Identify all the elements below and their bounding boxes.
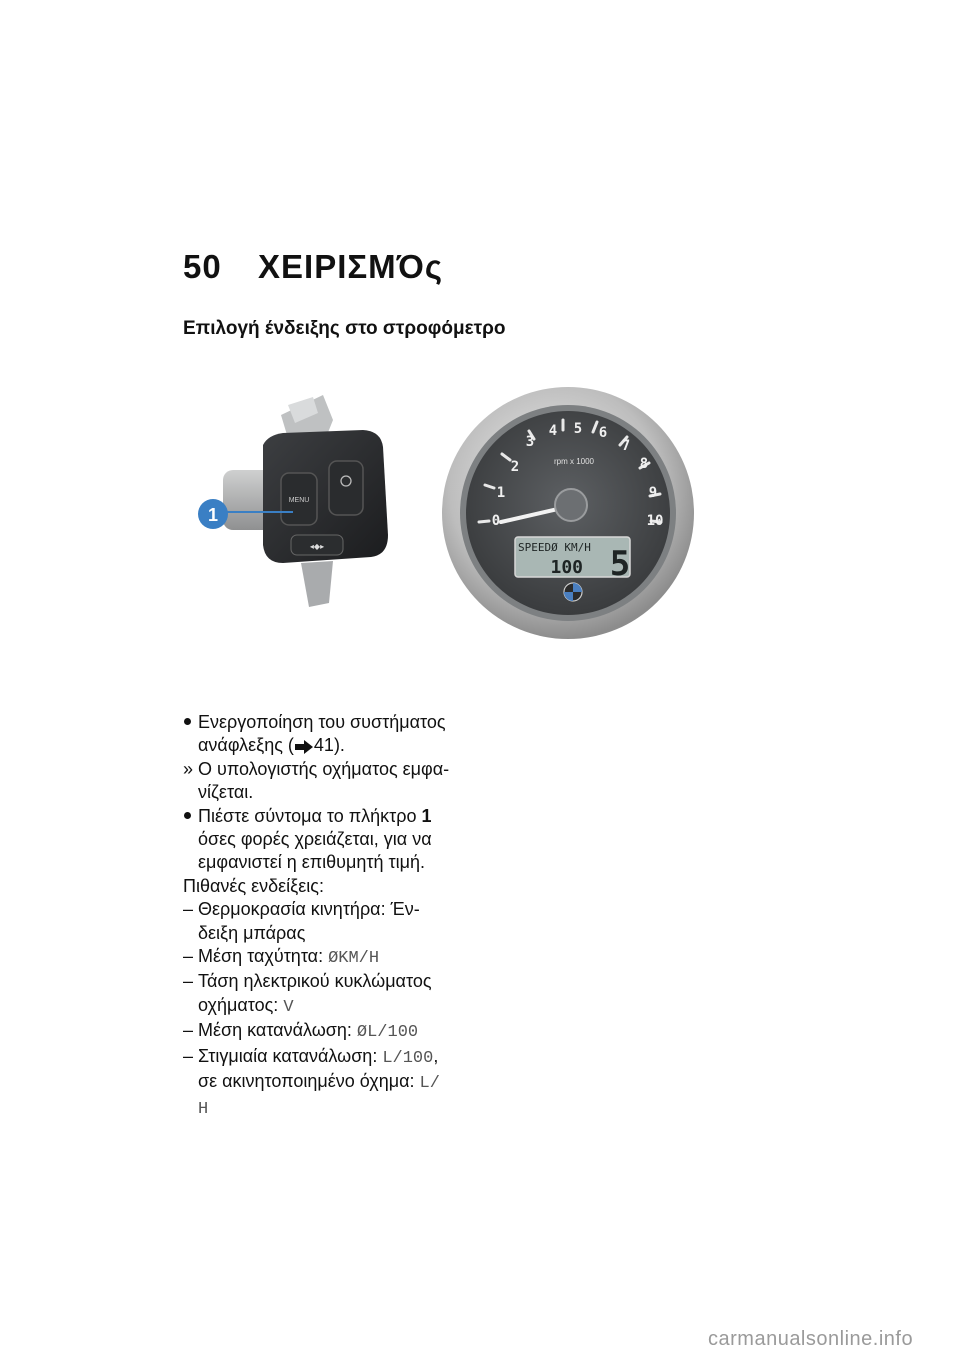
instruction-result: » Ο υπολογιστής οχήματος εμφα- νίζεται.	[183, 758, 450, 803]
dial-unit: rpm x 1000	[553, 457, 595, 466]
bullet-icon	[184, 718, 191, 725]
callout-number: 1	[207, 505, 219, 525]
dial-number: 3	[525, 434, 535, 450]
display-option: – Στιγμιαία κατανάλωση: L/100, σε ακινητοποιημένο όχημα: L/ H	[183, 1045, 440, 1119]
display-option: – Θερμοκρασία κινητήρα: Έν- δειξη μπάρας	[183, 899, 420, 943]
display-code: ØL/100	[356, 1023, 419, 1043]
section-title: Επιλογή ένδειξης στο στροφόμετρο	[183, 318, 506, 339]
lcd-top-text: SPEEDØ KM/H	[518, 541, 591, 554]
instruction-step: Πιέστε σύντομα το πλήκτρο 1 όσες φορές χρειάζεται, για να εμφανιστεί η επιθυμητή τιμή.	[183, 805, 473, 875]
dial-number: 10	[646, 513, 664, 529]
page-number: 50	[183, 248, 222, 285]
display-code: L/100	[382, 1048, 434, 1068]
display-option: – Μέση ταχύτητα: ØKM/H	[183, 946, 380, 969]
chapter-title: ΧΕΙΡΙΣΜΌς	[258, 248, 444, 285]
result-marker: »	[183, 758, 194, 779]
power-key	[329, 461, 363, 515]
dial-number: 4	[548, 423, 558, 439]
display-code: H	[198, 1099, 209, 1119]
dial-number: 9	[648, 485, 658, 501]
display-code: L/	[419, 1074, 440, 1094]
display-code: ØKM/H	[328, 949, 380, 969]
dial-number: 6	[598, 425, 608, 441]
instruction-text	[183, 711, 473, 1121]
handlebar-and-tachometer-figure	[183, 375, 743, 675]
figure-illustration	[183, 375, 743, 675]
page-reference-arrow-icon	[294, 740, 314, 754]
svg-text:◂◆▸: ◂◆▸	[309, 542, 325, 551]
dial-number: 8	[639, 456, 649, 472]
possible-displays-heading: Πιθανές ενδείξεις:	[183, 875, 324, 896]
dial-number: 5	[573, 421, 583, 437]
display-code: V	[283, 997, 294, 1017]
instruction-step: Ενεργοποίηση του συστήματος ανάφλεξης ( 41).	[183, 711, 473, 758]
dial-number: 2	[510, 459, 520, 475]
dial-number: 7	[621, 438, 631, 454]
display-option: – Μέση κατανάλωση: ØL/100	[183, 1020, 419, 1043]
dial-number: 0	[491, 513, 501, 529]
watermark: carmanualsonline.info	[708, 1328, 914, 1350]
dial-number: 1	[496, 485, 506, 501]
key-reference: 1	[421, 805, 432, 826]
menu-key-label: MENU	[288, 497, 310, 504]
display-option: – Τάση ηλεκτρικού κυκλώματος οχήματος: V	[183, 971, 432, 1017]
lcd-value: 100	[550, 557, 583, 578]
page-reference: 41	[313, 735, 334, 756]
bullet-icon	[184, 812, 191, 819]
lcd-gear: 5	[609, 544, 631, 584]
needle-hub	[555, 489, 587, 521]
